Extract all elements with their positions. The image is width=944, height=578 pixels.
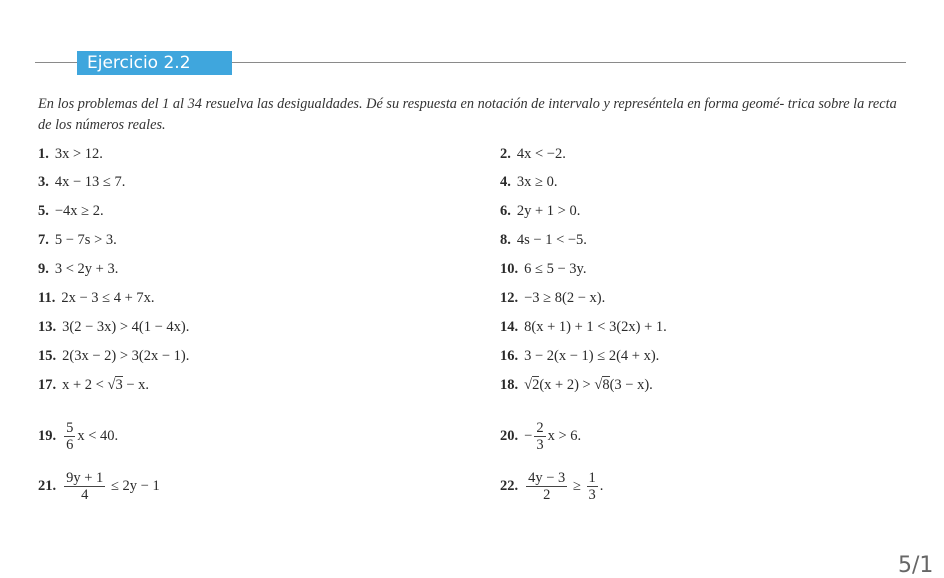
expression-text: (3 − x). [609, 376, 653, 393]
fraction [64, 420, 75, 453]
problem-item [38, 312, 189, 342]
problem-expression [517, 146, 566, 163]
problem-number: 8. [500, 231, 511, 248]
problem-expression [524, 348, 659, 365]
instructions-text: En los problemas del 1 al 34 resuelva las desigualdades. Dé su respuesta en notación de intervalo y represéntela en forma geomé- trica sobre la recta de los números reales. [38, 96, 897, 133]
problem-expression [62, 319, 189, 336]
problem-number: 9. [38, 260, 49, 277]
numerator: 5 [66, 419, 74, 436]
expression-text: −4x ≥ 2. [54, 202, 104, 219]
problem-item [500, 196, 580, 226]
radical-sign-icon: √ [524, 376, 533, 393]
denominator: 3 [588, 486, 596, 503]
expression-text: x + 2 < [62, 376, 108, 393]
problem-expression [62, 470, 160, 503]
problem-expression [524, 261, 586, 278]
problem-item [38, 341, 189, 371]
expression-text: 4x < −2. [516, 145, 566, 162]
radicand: 8 [602, 376, 610, 393]
problem-item [500, 463, 603, 509]
problem-expression [517, 203, 580, 220]
numerator: 1 [588, 469, 596, 486]
problem-number: 1. [38, 145, 49, 162]
problem-number: 11. [38, 289, 56, 306]
problem-item [500, 254, 586, 284]
expression-text: 8(x + 1) + 1 < 3(2x) + 1. [524, 318, 667, 335]
problem-item [38, 139, 103, 169]
problem-expression [62, 348, 189, 365]
expression-text: 3(2 − 3x) > 4(1 − 4x). [62, 318, 190, 335]
problem-number: 21. [38, 477, 57, 494]
expression-text: 3 < 2y + 3. [54, 260, 119, 277]
problem-expression [524, 420, 581, 453]
problem-expression [55, 203, 104, 220]
problem-number: 12. [500, 289, 519, 306]
expression-text: − [524, 427, 533, 444]
problem-expression [517, 232, 587, 249]
denominator: 3 [536, 436, 544, 453]
problem-number: 10. [500, 260, 519, 277]
radicand: 2 [532, 376, 540, 393]
problem-expression [524, 377, 653, 394]
exercise-title: Ejercicio 2.2 [77, 51, 232, 75]
problem-number: 3. [38, 173, 49, 190]
square-root [594, 377, 609, 394]
expression-text: 2x − 3 ≤ 4 + 7x. [61, 289, 155, 306]
expression-text: 3 − 2(x − 1) ≤ 2(4 + x). [524, 347, 660, 364]
expression-text: ≥ [569, 477, 585, 494]
problem-item [500, 283, 605, 313]
problem-number: 13. [38, 318, 57, 335]
problem-number: 22. [500, 477, 519, 494]
radicand: 3 [115, 376, 123, 393]
fraction [534, 420, 545, 453]
problem-item [500, 167, 557, 197]
problem-item [500, 370, 653, 400]
problem-item [500, 139, 566, 169]
problem-expression [61, 290, 154, 307]
expression-text: − x. [122, 376, 150, 393]
problem-item [38, 463, 160, 509]
problem-item [38, 167, 125, 197]
problem-number: 5. [38, 202, 49, 219]
problem-expression [62, 420, 118, 453]
expression-text: 6 ≤ 5 − 3y. [524, 260, 587, 277]
problem-number: 17. [38, 376, 57, 393]
problem-number: 18. [500, 376, 519, 393]
expression-text: 2y + 1 > 0. [516, 202, 581, 219]
problem-number: 7. [38, 231, 49, 248]
expression-text: 3x ≥ 0. [516, 173, 558, 190]
problem-item [38, 413, 118, 459]
expression-text: x > 6. [547, 427, 582, 444]
expression-text: ≤ 2y − 1 [107, 477, 160, 494]
fraction [64, 470, 105, 503]
problem-expression [55, 261, 118, 278]
problem-item [500, 413, 581, 459]
expression-text: . [599, 477, 604, 494]
problem-expression [55, 232, 117, 249]
problem-expression [524, 319, 667, 336]
denominator: 2 [543, 486, 551, 503]
problem-number: 16. [500, 347, 519, 364]
problem-item [38, 196, 104, 226]
problem-expression [524, 470, 603, 503]
numerator: 4y − 3 [528, 469, 566, 486]
denominator: 4 [81, 486, 89, 503]
problem-item [500, 341, 659, 371]
radical-sign-icon: √ [594, 376, 603, 393]
numerator: 2 [536, 419, 544, 436]
problem-item [38, 370, 149, 400]
problem-number: 6. [500, 202, 511, 219]
problem-expression [55, 146, 103, 163]
expression-text: (x + 2) > [539, 376, 595, 393]
problem-item [500, 312, 667, 342]
problem-expression [55, 174, 126, 191]
problem-item [38, 254, 118, 284]
expression-text: x < 40. [77, 427, 119, 444]
square-root [524, 377, 539, 394]
expression-text: 3x > 12. [54, 145, 103, 162]
problem-expression [524, 290, 605, 307]
expression-text: −3 ≥ 8(2 − x). [524, 289, 606, 306]
square-root [107, 377, 122, 394]
expression-text: 4s − 1 < −5. [516, 231, 587, 248]
fraction [526, 470, 567, 503]
problem-number: 20. [500, 427, 519, 444]
problem-number: 19. [38, 427, 57, 444]
fraction [587, 470, 598, 503]
problem-expression [62, 377, 149, 394]
page-indicator: 5/1 [898, 553, 934, 578]
problem-item [500, 225, 587, 255]
expression-text: 5 − 7s > 3. [54, 231, 117, 248]
problem-number: 4. [500, 173, 511, 190]
problem-item [38, 225, 117, 255]
problem-number: 2. [500, 145, 511, 162]
numerator: 9y + 1 [66, 469, 104, 486]
problem-number: 15. [38, 347, 57, 364]
radical-sign-icon: √ [107, 376, 116, 393]
expression-text: 4x − 13 ≤ 7. [54, 173, 126, 190]
problem-expression [517, 174, 558, 191]
denominator: 6 [66, 436, 74, 453]
problem-number: 14. [500, 318, 519, 335]
problem-item [38, 283, 155, 313]
expression-text: 2(3x − 2) > 3(2x − 1). [62, 347, 190, 364]
